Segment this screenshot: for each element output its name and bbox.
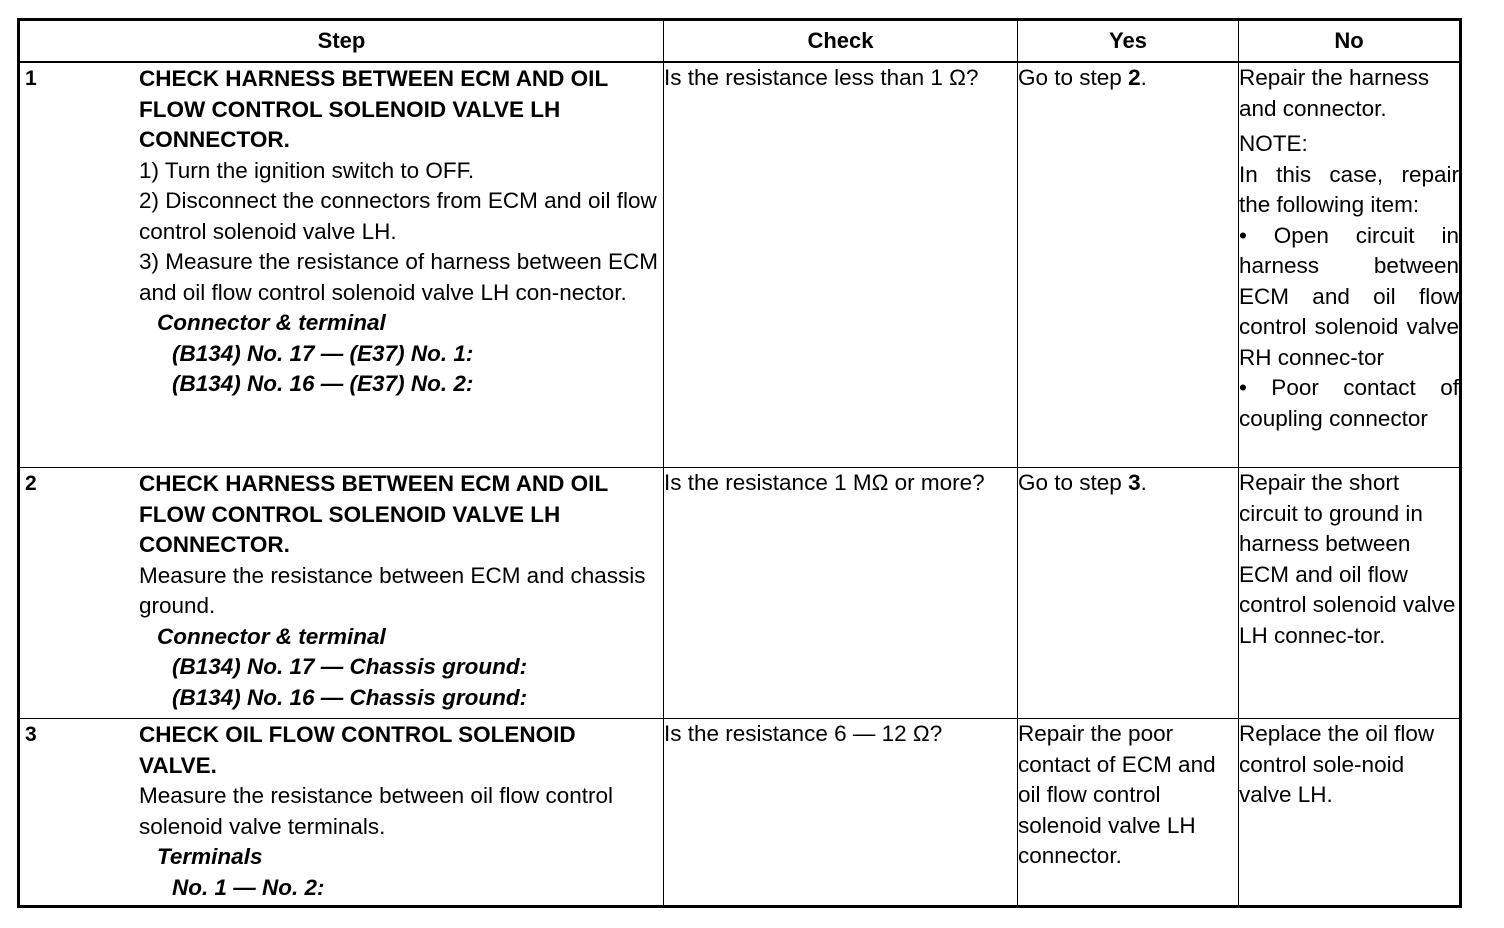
header-yes: Yes — [1018, 20, 1239, 63]
header-no: No — [1239, 20, 1461, 63]
instruction: Measure the resistance between oil flow control solenoid valve terminals. — [139, 783, 613, 839]
header-step: Step — [19, 20, 664, 63]
yes-cell — [1018, 62, 1239, 468]
step-number: 3 — [25, 723, 37, 746]
spec-line: (B134) No. 16 — Chassis ground: — [172, 684, 528, 710]
yes-step-number: 3 — [1128, 470, 1141, 495]
table-row — [19, 719, 1461, 907]
note-intro: In this case, repair the following item: — [1239, 161, 1459, 217]
step-title: CHECK OIL FLOW CONTROL SOLENOID VALVE. — [139, 722, 576, 778]
note-label: NOTE: — [1239, 131, 1308, 156]
step-cell — [19, 468, 664, 719]
spec-line: (B134) No. 17 — Chassis ground: — [172, 654, 528, 679]
yes-suffix: . — [1140, 65, 1147, 90]
note-item: • Open circuit in harness between ECM and oil flow control solenoid valve RH connec-tor — [1239, 222, 1459, 370]
no-text: Repair the harness and connector. — [1239, 65, 1430, 121]
instruction: 2) Disconnect the connectors from ECM and oil flow control solenoid valve LH. — [139, 188, 657, 244]
step-title: CHECK HARNESS BETWEEN ECM AND OIL FLOW CONTROL SOLENOID VALVE LH CONNECTOR. — [139, 66, 608, 152]
table-row — [19, 62, 1461, 468]
table-row — [19, 468, 1461, 719]
spec-line: (B134) No. 16 — (E37) No. 2: — [172, 371, 474, 396]
header-check: Check — [664, 20, 1018, 63]
instruction: Measure the resistance between ECM and chassis ground. — [139, 562, 646, 618]
yes-prefix: Go to step — [1018, 470, 1129, 495]
no-cell: Repair the short circuit to ground in harness between ECM and oil flow control solenoid valve LH connec-tor. — [1239, 468, 1461, 719]
check-cell: Is the resistance less than 1 Ω? — [664, 62, 1018, 468]
yes-cell — [1018, 468, 1239, 719]
spec-line: No. 1 — No. 2: — [172, 874, 325, 900]
step-cell — [19, 719, 664, 907]
spec-line: (B134) No. 17 — (E37) No. 1: — [172, 340, 474, 366]
step-body — [139, 719, 659, 903]
spec-heading: Connector & terminal — [157, 623, 386, 649]
instruction: 3) Measure the resistance of harness between ECM and oil flow control solenoid valve LH con-nector. — [139, 249, 659, 305]
diagnostic-table — [17, 18, 1462, 908]
step-title: CHECK HARNESS BETWEEN ECM AND OIL FLOW CONTROL SOLENOID VALVE LH CONNECTOR. — [139, 471, 608, 557]
check-cell: Is the resistance 1 MΩ or more? — [664, 468, 1018, 719]
spec-heading: Connector & terminal — [157, 310, 386, 335]
no-cell: Replace the oil flow control sole-noid valve LH. — [1239, 719, 1461, 907]
yes-suffix: . — [1140, 470, 1147, 495]
yes-step-number: 2 — [1128, 65, 1141, 90]
step-body — [139, 468, 659, 713]
header-row — [19, 20, 1461, 63]
step-body — [139, 63, 659, 400]
no-cell — [1239, 62, 1461, 468]
yes-cell: Repair the poor contact of ECM and oil flow control solenoid valve LH connector. — [1018, 719, 1239, 907]
check-cell: Is the resistance 6 — 12 Ω? — [664, 719, 1018, 907]
note-item: • Poor contact of coupling connector — [1239, 375, 1459, 431]
spec-heading: Terminals — [157, 844, 263, 869]
yes-prefix: Go to step — [1018, 65, 1129, 90]
step-cell — [19, 62, 664, 468]
step-number: 2 — [25, 472, 37, 495]
step-number: 1 — [25, 67, 37, 90]
instruction: 1) Turn the ignition switch to OFF. — [139, 157, 475, 183]
